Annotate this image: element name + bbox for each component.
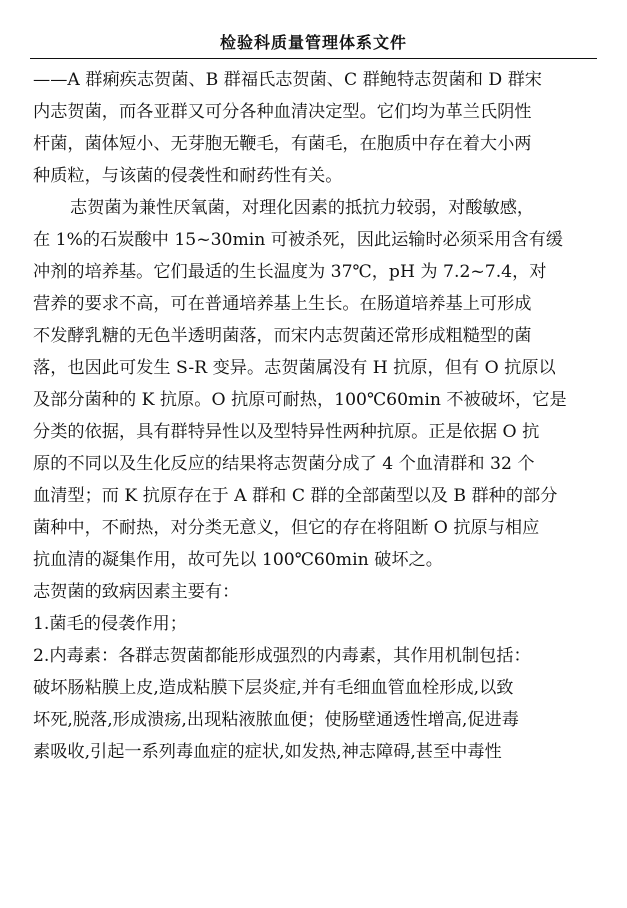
text-line: 内志贺菌，而各亚群又可分各种血清决定型。它们均为革兰氏阴性 <box>33 102 532 122</box>
text-line: 冲剂的培养基。它们最适的生长温度为 37℃，pH 为 7.2~7.4，对 <box>33 262 547 282</box>
text-line: 志贺菌为兼性厌氧菌，对理化因素的抵抗力较弱，对酸敏感， <box>70 198 535 218</box>
text-line: 破坏肠粘膜上皮,造成粘膜下层炎症,并有毛细血管血栓形成,以致 <box>33 678 514 698</box>
text-line: 坏死,脱落,形成溃疡,出现粘液脓血便；使肠壁通透性增高,促进毒 <box>33 710 519 730</box>
text-line: 原的不同以及生化反应的结果将志贺菌分成了 4 个血清群和 32 个 <box>33 454 535 474</box>
text-line: 及部分菌种的 K 抗原。O 抗原可耐热，100℃60min 不被破坏，它是 <box>33 390 567 410</box>
text-line: 在 1%的石炭酸中 15~30min 可被杀死，因此运输时必须采用含有缓 <box>33 230 563 250</box>
text-line: 分类的依据，具有群特异性以及型特异性两种抗原。正是依据 O 抗 <box>33 422 540 442</box>
header-rule <box>30 58 597 59</box>
text-line: 种质粒，与该菌的侵袭性和耐药性有关。 <box>33 166 343 186</box>
text-line: 菌种中，不耐热，对分类无意义，但它的存在将阻断 O 抗原与相应 <box>33 518 540 538</box>
text-line: 杆菌，菌体短小、无芽胞无鞭毛，有菌毛，在胞质中存在着大小两 <box>33 134 532 154</box>
text-line: 1.菌毛的侵袭作用； <box>33 614 187 634</box>
text-line: ——A 群痢疾志贺菌、B 群福氏志贺菌、C 群鲍特志贺菌和 D 群宋 <box>33 70 542 90</box>
text-line: 志贺菌的致病因素主要有： <box>33 582 240 602</box>
document-body <box>33 64 593 768</box>
document-header: 检验科质量管理体系文件 <box>219 33 407 52</box>
text-line: 不发酵乳糖的无色半透明菌落，而宋内志贺菌还常形成粗糙型的菌 <box>33 326 532 346</box>
text-line: 营养的要求不高，可在普通培养基上生长。在肠道培养基上可形成 <box>33 294 532 314</box>
text-line: 2.内毒素：各群志贺菌都能形成强烈的内毒素，其作用机制包括： <box>33 646 531 666</box>
text-line: 落，也因此可发生 S-R 变异。志贺菌属没有 H 抗原，但有 O 抗原以 <box>33 358 556 378</box>
text-line: 血清型；而 K 抗原存在于 A 群和 C 群的全部菌型以及 B 群种的部分 <box>33 486 558 506</box>
text-line: 抗血清的凝集作用，故可先以 100℃60min 破坏之。 <box>33 550 443 570</box>
text-line: 素吸收,引起一系列毒血症的症状,如发热,神志障碍,甚至中毒性 <box>33 742 502 762</box>
